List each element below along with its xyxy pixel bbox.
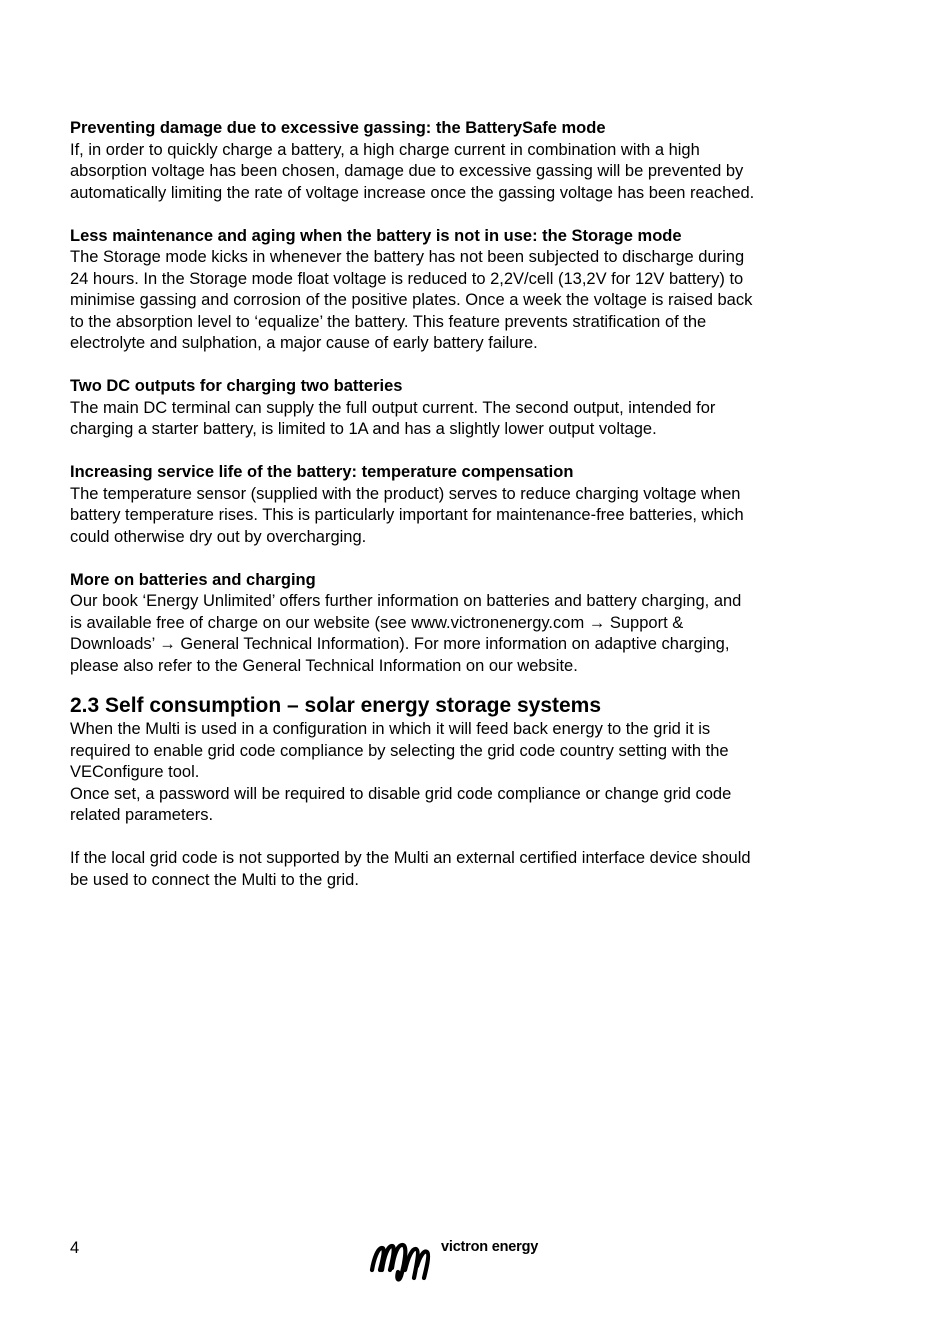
paragraph-line: The temperature sensor (supplied with the product) serves to reduce charging voltage when	[70, 484, 741, 503]
paragraph-line: to the absorption level to ‘equalize’ the battery. This feature prevents stratification of the	[70, 312, 707, 331]
paragraph-line: could otherwise dry out by overcharging.	[70, 527, 367, 546]
paragraph-line: The main DC terminal can supply the full output current. The second output, intended for	[70, 398, 716, 417]
paragraph-line: If, in order to quickly charge a battery, a high charge current in combination with a high	[70, 140, 700, 159]
section-batterysafe	[70, 118, 860, 204]
paragraph-line: VEConfigure tool.	[70, 763, 200, 781]
section-self-consumption	[70, 689, 860, 891]
paragraph-line: electrolyte and sulphation, a major cause of early battery failure.	[70, 334, 538, 352]
section-heading: Less maintenance and aging when the battery is not in use: the Storage mode	[70, 226, 682, 245]
paragraph-line: The Storage mode kicks in whenever the battery has not been subjected to discharge during	[70, 248, 745, 266]
section-heading: Preventing damage due to excessive gassing: the BatterySafe mode	[70, 119, 606, 137]
paragraph-line: be used to connect the Multi to the grid.	[70, 870, 359, 889]
paragraph-line: automatically limiting the rate of voltage increase once the gassing voltage has been reached.	[70, 183, 755, 202]
paragraph-line: battery temperature rises. This is particularly important for maintenance-free batteries, which	[70, 506, 744, 524]
paragraph-line: If the local grid code is not supported by the Multi an external certified interface device should	[70, 849, 751, 867]
section-storage-mode	[70, 226, 860, 355]
paragraph-line: Once set, a password will be required to disable grid code compliance or change grid code	[70, 784, 732, 803]
paragraph-line: When the Multi is used in a configuration in which it will feed back energy to the grid it is	[70, 720, 711, 738]
page-number: 4	[70, 1239, 80, 1257]
section-heading: More on batteries and charging	[70, 570, 316, 589]
paragraph-line: absorption voltage has been chosen, damage due to excessive gassing will be prevented by	[70, 162, 744, 180]
paragraph-line: 24 hours. In the Storage mode float voltage is reduced to 2,2V/cell (13,2V for 12V battery) to	[70, 269, 744, 288]
paragraph-line: related parameters.	[70, 806, 214, 824]
paragraph-line: is available free of charge on our website (see www.victronenergy.com → Support &	[70, 613, 684, 632]
paragraph-line: charging a starter battery, is limited to 1A and has a slightly lower output voltage.	[70, 420, 657, 438]
paragraph-spacer	[70, 827, 860, 849]
section-temperature-compensation	[70, 462, 860, 548]
chapter-heading: 2.3 Self consumption – solar energy storage systems	[70, 694, 602, 717]
section-heading: Increasing service life of the battery: temperature compensation	[70, 463, 574, 481]
paragraph-line: Our book ‘Energy Unlimited’ offers further information on batteries and battery charging, and	[70, 592, 742, 610]
paragraph-line: minimise gassing and corrosion of the positive plates. Once a week the voltage is raised back	[70, 291, 753, 309]
paragraph-line: Downloads’ → General Technical Information). For more information on adaptive charging,	[70, 635, 730, 653]
paragraph-line: required to enable grid code compliance by selecting the grid code country setting with the	[70, 741, 729, 760]
section-two-dc-outputs	[70, 376, 860, 441]
brand-wordmark: victron energy	[441, 1239, 539, 1255]
document-body	[70, 118, 860, 891]
victron-energy-logo	[368, 1236, 568, 1286]
section-more-on-batteries	[70, 570, 860, 678]
paragraph-line: please also refer to the General Technical Information on our website.	[70, 656, 578, 675]
section-heading: Two DC outputs for charging two batteries	[70, 377, 403, 395]
victron-logo-icon	[368, 1236, 434, 1284]
